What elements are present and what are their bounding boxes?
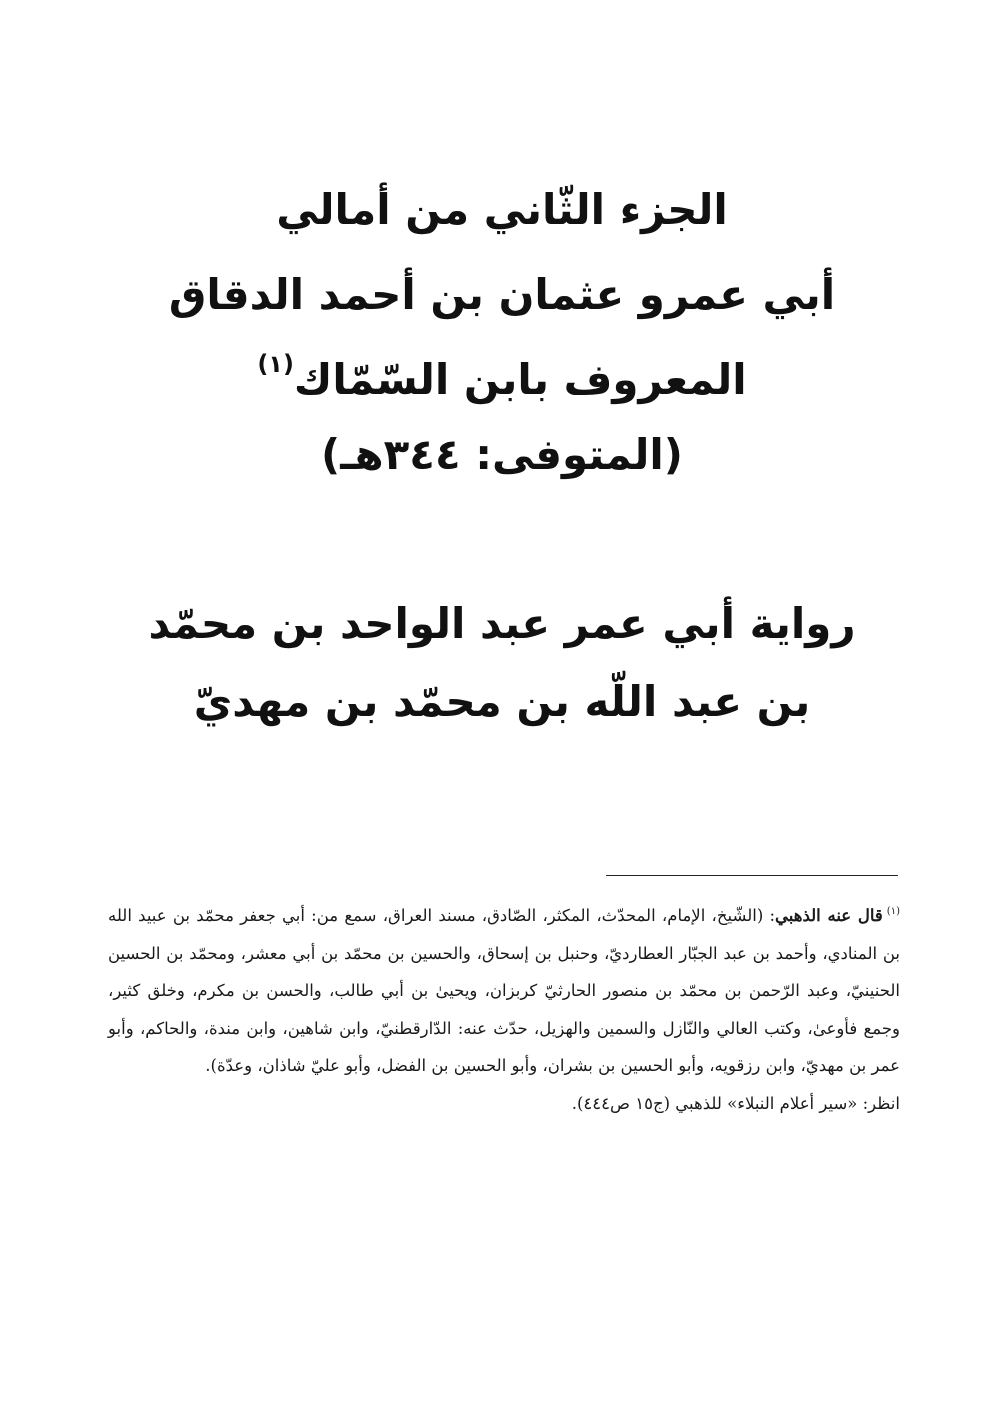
footnote-separator <box>606 875 898 876</box>
footnote-body: : (الشّيخ، الإمام، المحدّث، المكثر، الصّادق، مسند العراق، سمع من: أبي جعفر محمّد بن عبيد الله بن المنادي، وأحمد بن عبد الجبّار العطارديّ، وحنبل بن إسحاق، والحسين بن محمّد بن أبي معشر، ومحمّد بن الحسين الحنينيّ، وعبد الرّحمن بن محمّد بن منصور الحارثيّ كربزان، ويحيىٰ بن أبي طالب، والحسن بن مكرم، وخلق كثير، وجمع فأوعىٰ، وكتب العالي والنّازل والسمين والهزيل، حدّث عنه: الدّارقطنيّ، وابن شاهين، وابن مندة، والحاكم، وأبو عمر بن مهديّ، وابن رزقويه، وأبو الحسين بن بشران، وأبو الحسين بن الفضل، وأبو عليّ شاذان، وعدّة). <box>108 906 900 1076</box>
title-block-2 <box>0 270 1004 319</box>
title-line-3 <box>0 350 1004 404</box>
narration-line-2: بن عبد اللّه بن محمّد بن مهديّ <box>193 677 811 726</box>
footnote-reference: انظر: «سير أعلام النبلاء» للذهبي (ج١٥ ص٤٤٤). <box>571 1093 900 1113</box>
title-block-3 <box>0 350 1004 404</box>
footnote <box>108 893 900 1123</box>
title-footnote-mark: (١) <box>257 350 294 378</box>
title-line-1: الجزء الثّاني من أمالي <box>276 185 728 234</box>
title-line-2: أبي عمرو عثمان بن أحمد الدقاق <box>168 270 836 319</box>
narration-block-2 <box>0 677 1004 726</box>
footnote-lead: قال عنه الذهبي <box>775 906 883 925</box>
title-block-4 <box>0 430 1004 479</box>
narration-line-1: رواية أبي عمر عبد الواحد بن محمّد <box>148 599 856 648</box>
narration-block-1 <box>0 599 1004 648</box>
title-line-3-text: المعروف بابن السّمّاك <box>293 355 747 404</box>
footnote-marker: (١) <box>886 906 900 917</box>
title-block <box>0 185 1004 234</box>
title-line-4: (المتوفى: ٣٤٤هـ) <box>321 430 683 479</box>
footnote-paragraph <box>108 893 900 1085</box>
